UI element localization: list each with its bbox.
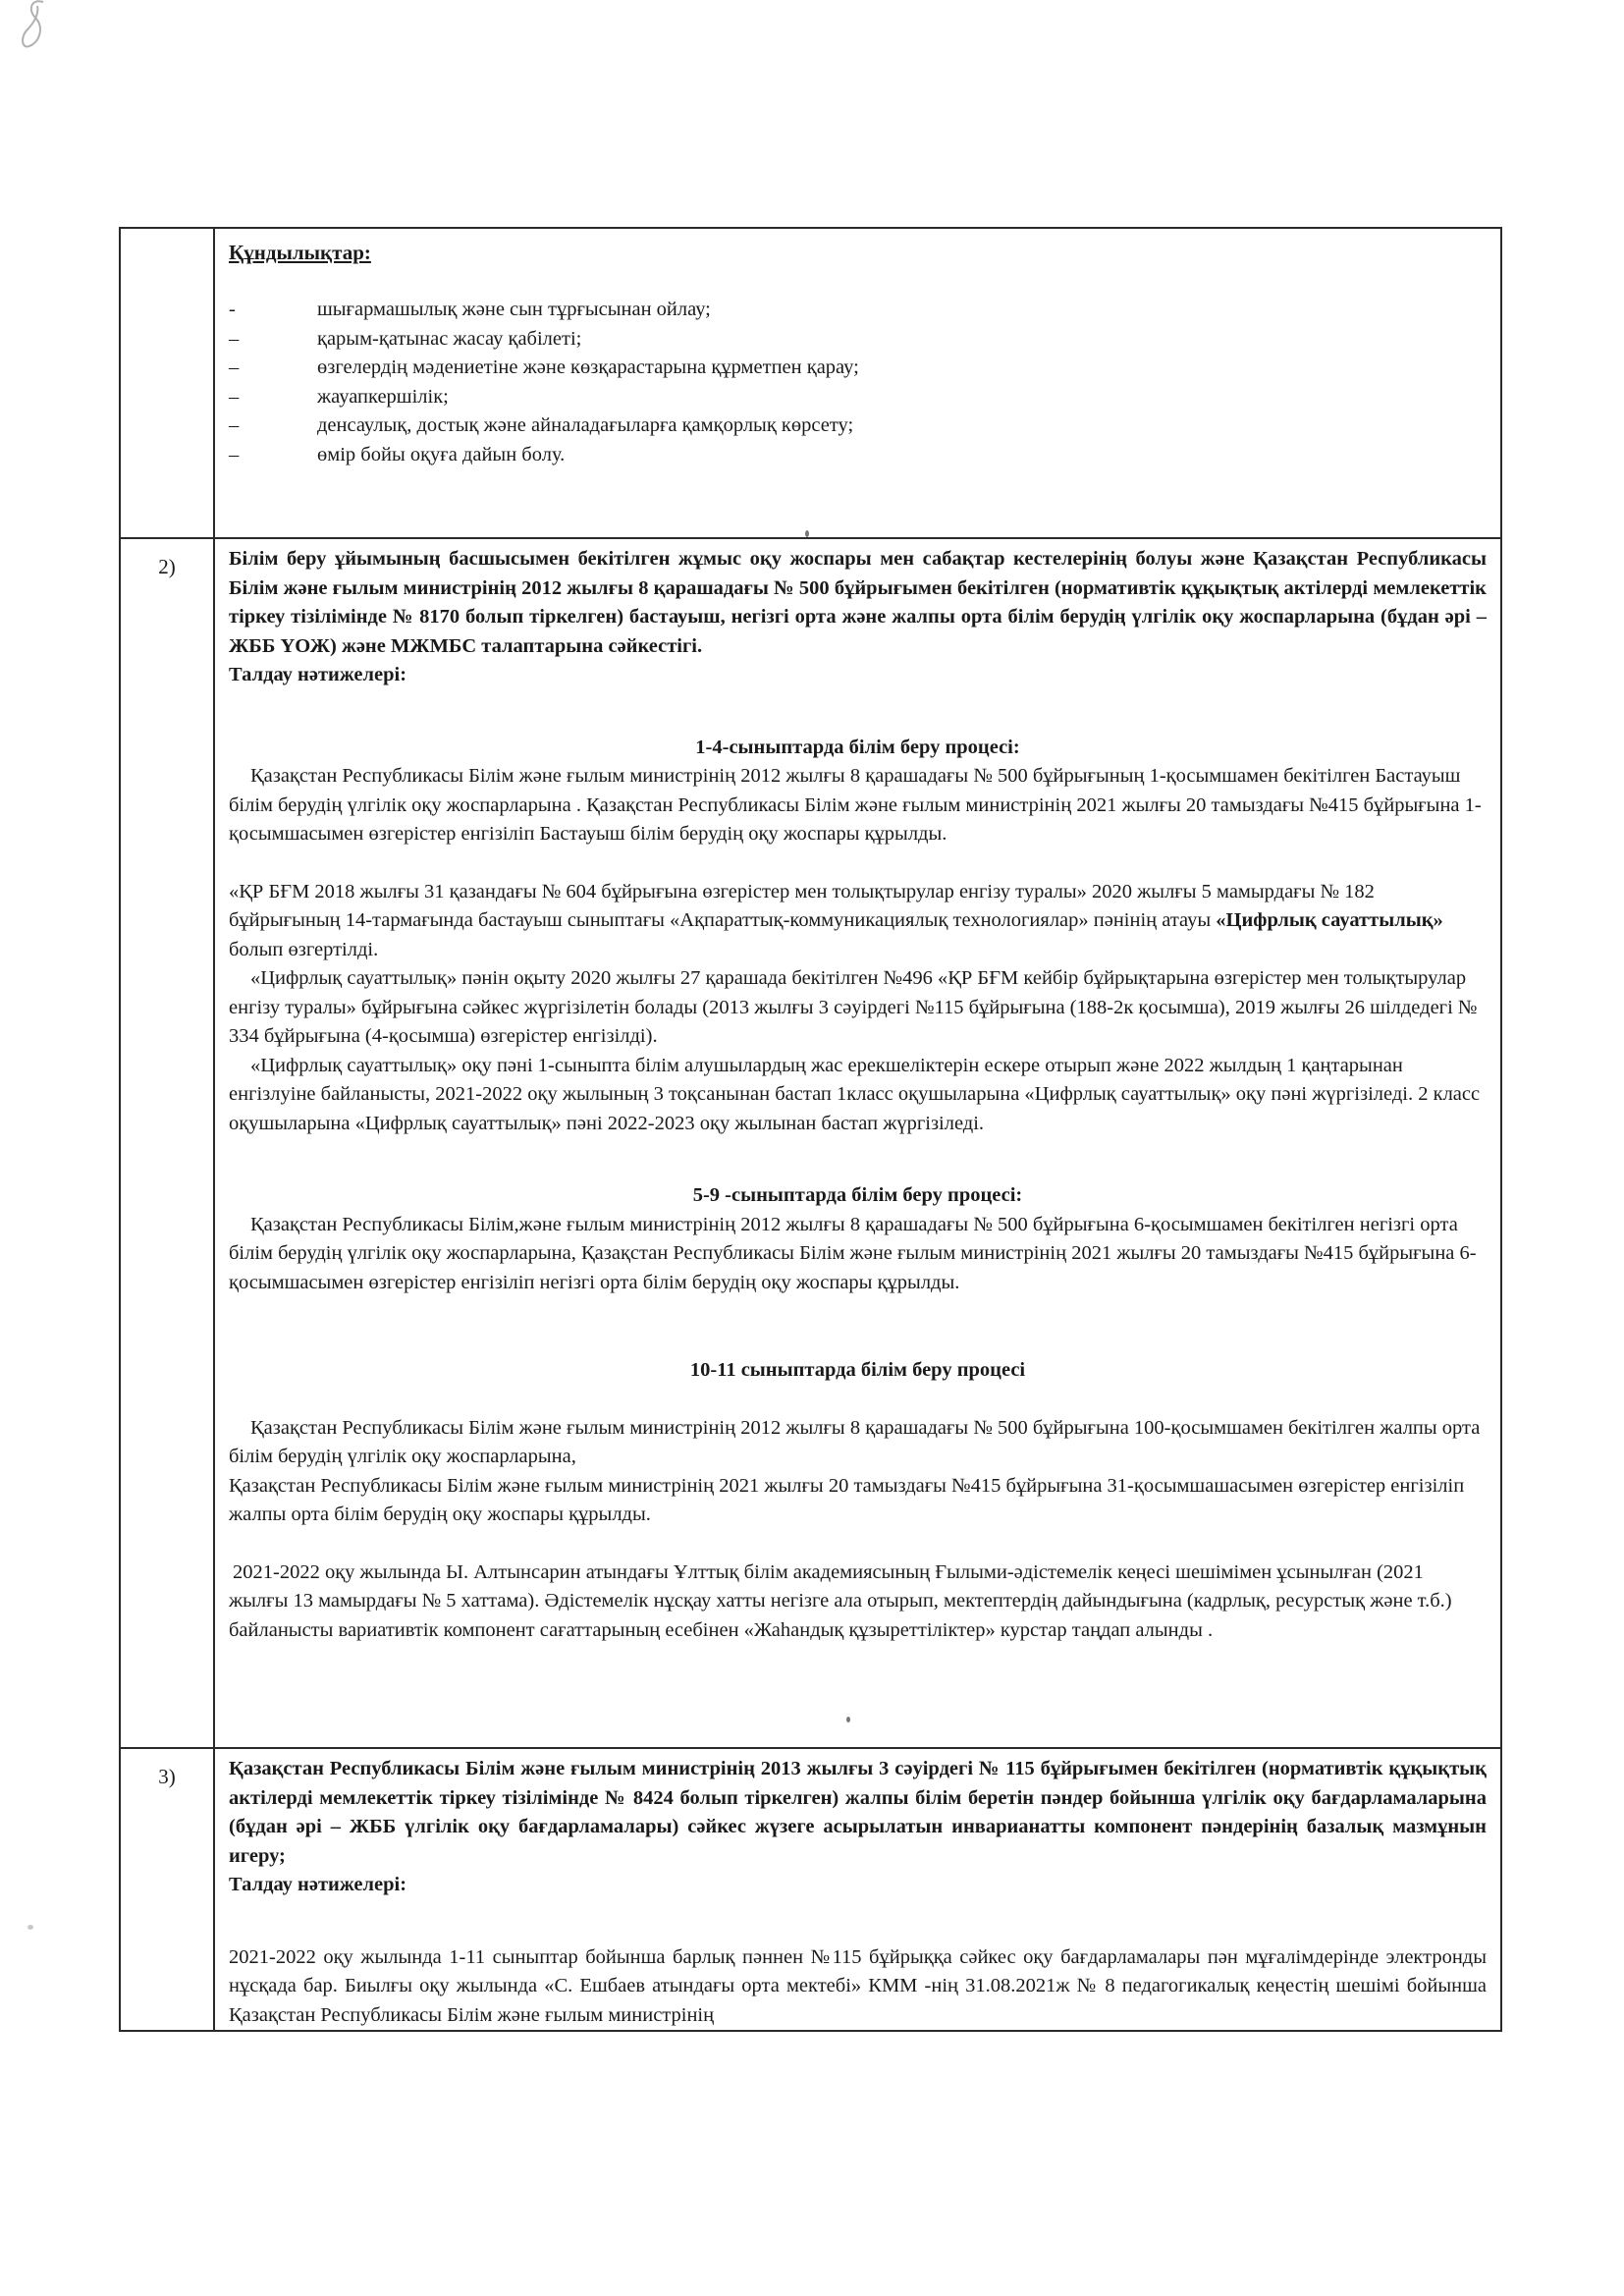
digital-literacy-paragraph-3: «Цифрлық сауаттылық» оқу пәні 1-сыныпта білім алушылардың жас ерекшеліктерін ескере отырып және 2022 жылдың 1 қаңтарынан енгізлуіне байланысты, 2021-2022 оқу жылының 3 тоқсанынан бастап 1класс оқушыларына «Цифрлық сауаттылық» оқу пәні жүргізіледі. 2 класс оқушыларына «Цифрлық сауаттылық» пәні 2022-2023 оқу жылынан бастап жүргізіледі.	[229, 1054, 1481, 1134]
list-item: – қарым-қатынас жасау қабілеті;	[229, 327, 582, 350]
table-row-criterion-3	[120, 1748, 1501, 2031]
list-item: – денсаулық, достық және айналадағыларға қамқорлық көрсету;	[229, 414, 854, 436]
section-text-1-4: Қазақстан Республикасы Білім және ғылым министрінің 2012 жылғы 8 қарашадағы № 500 бұйрығының 1-қосымшамен бекітілген Бастауыш білім берудің үлгілік оқу жоспарларына . Қазақстан Республикасы Білім және ғылым министрінің 2021 жылғы 20 тамыздағы №415 бұйрығына 1-қосымшасымен өзгерістер енгізіліп Бастауыш білім берудің оқу жоспары құрылды.	[229, 765, 1482, 845]
analysis-label: Талдау нәтижелері:	[229, 664, 407, 685]
scan-speck	[805, 530, 809, 537]
list-item: - шығармашылық және сын тұрғысынан ойлау;	[229, 299, 711, 320]
section-text-10-11-a: Қазақстан Республикасы Білім және ғылым министрінің 2012 жылғы 8 қарашадағы № 500 бұйрығына 100-қосымшамен бекітілген жалпы орта білім берудің үлгілік оқу жоспарларына,	[229, 1416, 1481, 1467]
section-heading-5-9: 5-9 -сыныптарда білім беру процесі:	[692, 1184, 1023, 1206]
analysis-text: 2021-2022 оқу жылында 1-11 сыныптар бойынша барлық пәннен №115 бұйрыққа сәйкес оқу бағдарламалары пән мұғалімдерінде электронды нұсқада бар. Биылғы оқу жылында «С. Ешбаев атындағы орта мектебі» КММ -нің 31.08.2021ж № 8 педагогикалық кеңестің шешімі бойынша Қазақстан Республикасы Білім және ғылым министрінің	[229, 1945, 1487, 2026]
handwritten-page-number	[14, 0, 53, 55]
criterion-text: Білім беру ұйымының басшысымен бекітілген жұмыс оқу жоспары мен сабақтар кестелерінің болуы және Қазақстан Республикасы Білім және ғылым министрінің 2012 жылғы 8 қарашадағы № 500 бұйрығымен бекітілген (нормативтік құқықтық актілерді мемлекеттік тіркеу тізілімінде № 8170 болып тіркелген) бастауыш, негізгі орта және жалпы орта білім берудің үлгілік оқу жоспарларына (бұдан әрі – ЖББ ҮОЖ) және МЖМБС талаптарына сәйкестігі.	[229, 548, 1487, 657]
analysis-label: Талдау нәтижелері:	[229, 1874, 407, 1895]
values-title: Құндылықтар:	[229, 241, 371, 264]
criterion-cell	[214, 538, 1501, 1748]
section-heading-10-11: 10-11 сыныптарда білім беру процесі	[689, 1359, 1026, 1381]
scan-speck	[27, 1925, 33, 1930]
values-cell	[214, 228, 1501, 538]
table-row-criterion-2	[120, 538, 1501, 1748]
criterion-text: Қазақстан Республикасы Білім және ғылым министрінің 2013 жылғы 3 сәуірдегі № 115 бұйрығымен бекітілген (нормативтік құқықтық актілерді мемлекеттік тіркеу тізілімінде № 8424 болып тіркелген) жалпы білім беретін пәндер бойынша үлгілік оқу бағдарламаларына (бұдан әрі – ЖББ үлгілік оқу бағдарламалары) сәйкес жүзеге асырылатын инварианатты компонент пәндерінің базалық мазмұнын игеру;	[229, 1758, 1487, 1867]
criterion-cell	[214, 1748, 1501, 2031]
digital-literacy-paragraph-2: «Цифрлық сауаттылық» пәнін оқыту 2020 жылғы 27 қарашада бекітілген №496 «ҚР БҒМ кейбір бұйрықтарына өзгерістер мен толықтырулар енгізу туралы» бұйрығына сәйкес жүргізілетін болады (2013 жылғы 3 сәуірдегі №115 бұйрығына (188-2к қосымша), 2019 жылғы 26 шілдедегі № 334 бұйрығына (4-қосымша) өзгерістер енгізілді).	[229, 967, 1478, 1047]
list-item: – жауапкершілік;	[229, 385, 449, 408]
list-item: – өзгелердің мәдениетіне және көзқарастарына құрметпен қарау;	[229, 356, 859, 378]
list-item: – өмір бойы оқуға дайын болу.	[229, 443, 566, 465]
evaluation-table	[119, 227, 1502, 2032]
row-number	[120, 228, 214, 538]
section-heading-1-4: 1-4-сыныптарда білім беру процесі:	[695, 736, 1020, 758]
section-text-10-11-b: Қазақстан Республикасы Білім және ғылым министрінің 2021 жылғы 20 тамыздағы №415 бұйрығына 31-қосымшашасымен өзгерістер енгізіліп жалпы орта білім берудің оқу жоспары құрылды.	[229, 1474, 1465, 1525]
row-number: 3)	[120, 1748, 214, 2031]
scan-speck	[846, 1717, 850, 1722]
digital-literacy-paragraph-1: «ҚР БҒМ 2018 жылғы 31 қазандағы № 604 бұйрығына өзгерістер мен толықтырулар енгізу туралы» 2020 жылғы 5 мамырдағы № 182 бұйрығының 14-тармағында бастауыш сыныптағы «Ақпараттық-коммуникациялық технологиялар» пәнінің атауы «Цифрлық сауаттылық» болып өзгертілді.	[229, 880, 1443, 960]
table-row-values	[120, 228, 1501, 538]
section-text-5-9: Қазақстан Республикасы Білім,және ғылым министрінің 2012 жылғы 8 қарашадағы № 500 бұйрығына 6-қосымшамен бекітілген негізгі орта білім берудің үлгілік оқу жоспарларына, Қазақстан Республикасы Білім және ғылым министрінің 2021 жылғы 20 тамыздағы №415 бұйрығына 6-қосымшасымен өзгерістер енгізіліп негізгі орта білім берудің оқу жоспары құрылды.	[229, 1213, 1477, 1293]
row-number: 2)	[120, 538, 214, 1748]
values-list	[229, 296, 1487, 469]
global-competencies-paragraph: 2021-2022 оқу жылында Ы. Алтынсарин атындағы Ұлттық білім академиясының Ғылыми-әдістемелік кеңесі шешімімен ұсынылған (2021 жылғы 13 мамырдағы № 5 хаттама). Әдістемелік нұсқау хатты негізге ала отырып, мектептердің дайындығына (кадрлық, ресурстық және т.б.) байланысты вариативтік компонент сағаттарының есебінен «Жаһандық құзыреттіліктер» курстар таңдап алынды .	[229, 1560, 1452, 1641]
